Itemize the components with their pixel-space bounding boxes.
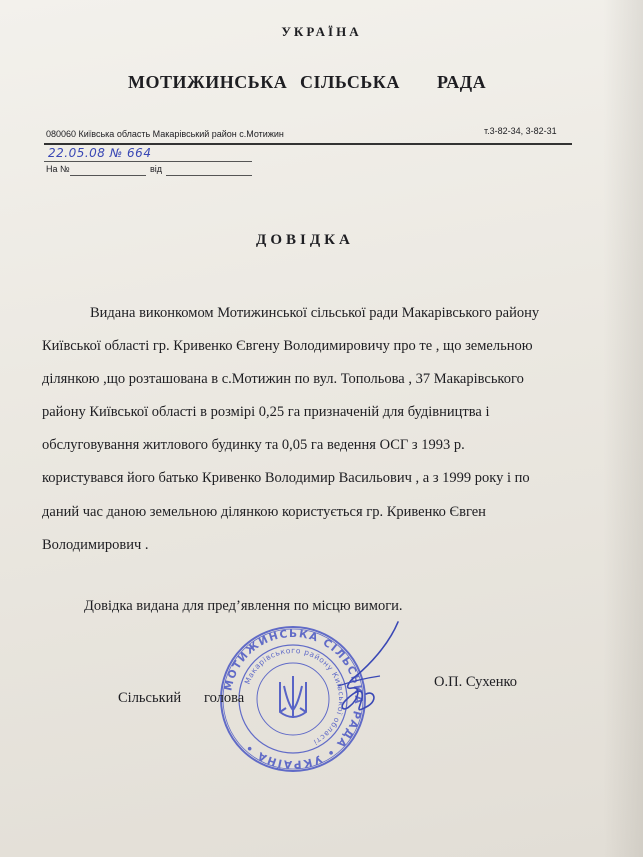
body-line-3: ділянкою ,що розташована в с.Мотижин по вул. Топольова , 37 Макарівського [42,371,524,387]
council-address: 080060 Київська область Макарівський район с.Мотижин [46,129,284,139]
handwritten-ref-number: 22.05.08 № 664 [48,146,152,160]
ref-no-line [70,175,146,176]
council-name-word-2: СІЛЬСЬКА [300,72,400,92]
header-divider [44,143,572,145]
signatory-title-word-1: Сільський [118,690,182,706]
body-line-7: даний час даною земельною ділянкою користується гр. Кривенко Євген [42,504,486,520]
ref-no-label: На № [46,164,70,174]
signatory-name: О.П. Сухенко [434,674,518,690]
body-line-5: обслуговування житлового будинку та 0,05 га ведення ОСГ з 1993 р. [42,437,465,453]
body-line-8: Володимирович . [42,537,149,553]
body-line-4: району Київської області в розмірі 0,25 га призначеній для будівництва і [42,404,490,420]
page-edge-shadow [603,0,643,857]
council-name-word-1: МОТИЖИНСЬКА [128,72,288,92]
body-line-2: Київської області гр. Кривенко Євгену Володимировичу про те , що земельною [42,338,533,354]
stamp-inner-text: Макарівського району Київської області [242,645,347,747]
ref-underline [44,161,252,162]
ref-number-label [46,164,70,174]
council-phones: т.3-82-34, 3-82-31 [484,126,557,136]
stamp-outer-text: МОТИЖИНСЬКА СІЛЬСЬКА РАДА • УКРАЇНА • [222,627,365,771]
country-heading: УКРАЇНА [281,24,362,39]
signature-scribble [308,616,418,726]
issued-for-statement: Довідка видана для пред’явлення по місцю вимоги. [84,598,403,614]
trident-emblem-icon [280,676,306,718]
signatory-title-word-2: голова [204,690,245,706]
body-line-6: користувався його батько Кривенко Володимир Васильович , а з 1999 року і по [42,470,530,486]
council-name-word-3: РАДА [437,72,487,92]
document-title: ДОВІДКА [256,232,354,248]
ref-from-label: від [150,164,163,174]
ref-from-line [166,175,252,176]
body-line-1: Видана виконкомом Мотижинської сільської ради Макарівського району [90,305,540,321]
